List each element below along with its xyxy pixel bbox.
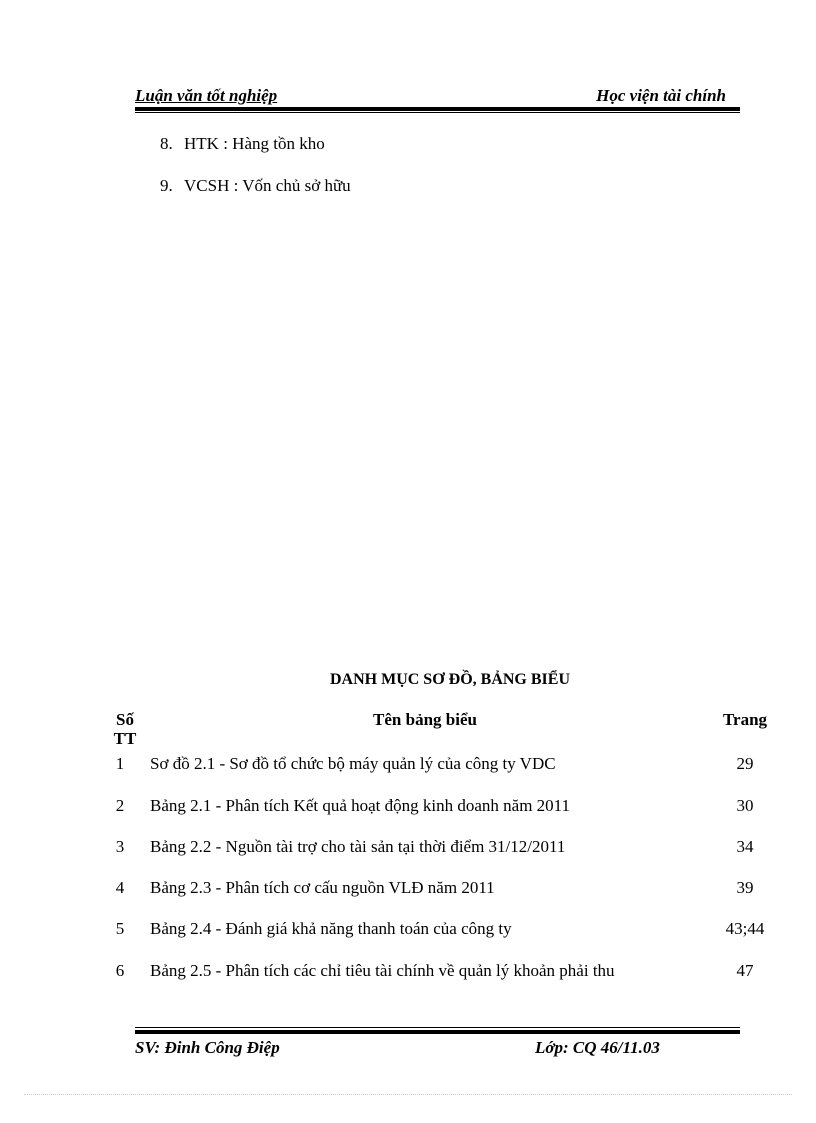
row-number: 4 — [115, 878, 125, 897]
row-number: 6 — [115, 961, 125, 980]
row-number: 5 — [115, 919, 125, 938]
footer-class-label: Lớp: CQ 46/11.03 — [535, 1038, 660, 1057]
header-thesis-label: Luận văn tốt nghiệp — [135, 86, 278, 105]
row-number: 1 — [115, 754, 125, 773]
row-page: 29 — [736, 754, 754, 773]
footer-student-label: SV: Đinh Công Điệp — [135, 1038, 280, 1057]
abbreviation-item — [160, 176, 351, 196]
row-number: 2 — [115, 796, 125, 815]
header-rule-thin — [135, 112, 740, 113]
column-header-number-line2: TT — [113, 729, 137, 748]
row-title: Sơ đồ 2.1 - Sơ đồ tổ chức bộ máy quản lý của công ty VDC — [150, 754, 556, 773]
row-title: Bảng 2.5 - Phân tích các chỉ tiêu tài chính về quản lý khoản phải thu — [150, 961, 615, 980]
abbreviation-text: HTK : Hàng tồn kho — [184, 134, 325, 153]
row-title: Bảng 2.1 - Phân tích Kết quả hoạt động kinh doanh năm 2011 — [150, 796, 571, 815]
row-page: 47 — [736, 961, 754, 980]
row-page: 34 — [736, 837, 754, 856]
column-header-number-line1: Số — [116, 710, 134, 729]
column-header-number — [110, 710, 140, 748]
row-title: Bảng 2.3 - Phân tích cơ cấu nguồn VLĐ năm 2011 — [150, 878, 495, 897]
row-title: Bảng 2.4 - Đánh giá khả năng thanh toán của công ty — [150, 919, 512, 938]
column-header-page: Trang — [722, 710, 768, 729]
list-title: DANH MỤC SƠ ĐỒ, BẢNG BIỂU — [329, 671, 570, 688]
row-page: 30 — [736, 796, 754, 815]
row-number: 3 — [115, 837, 125, 856]
header-rule-thick — [135, 107, 740, 111]
column-header-name: Tên bảng biểu — [373, 710, 477, 729]
row-page: 39 — [736, 878, 754, 897]
header-institution-label: Học viện tài chính — [596, 86, 726, 105]
abbreviation-number: 8. — [160, 134, 173, 153]
abbreviation-item — [160, 134, 325, 154]
abbreviation-text: VCSH : Vốn chủ sở hữu — [184, 176, 351, 195]
abbreviation-number: 9. — [160, 176, 173, 195]
row-page: 43;44 — [725, 919, 765, 938]
page-edge-divider — [24, 1094, 792, 1095]
footer-rule-thin — [135, 1027, 740, 1028]
footer-rule-thick — [135, 1030, 740, 1034]
row-title: Bảng 2.2 - Nguồn tài trợ cho tài sản tại thời điểm 31/12/2011 — [150, 837, 566, 856]
